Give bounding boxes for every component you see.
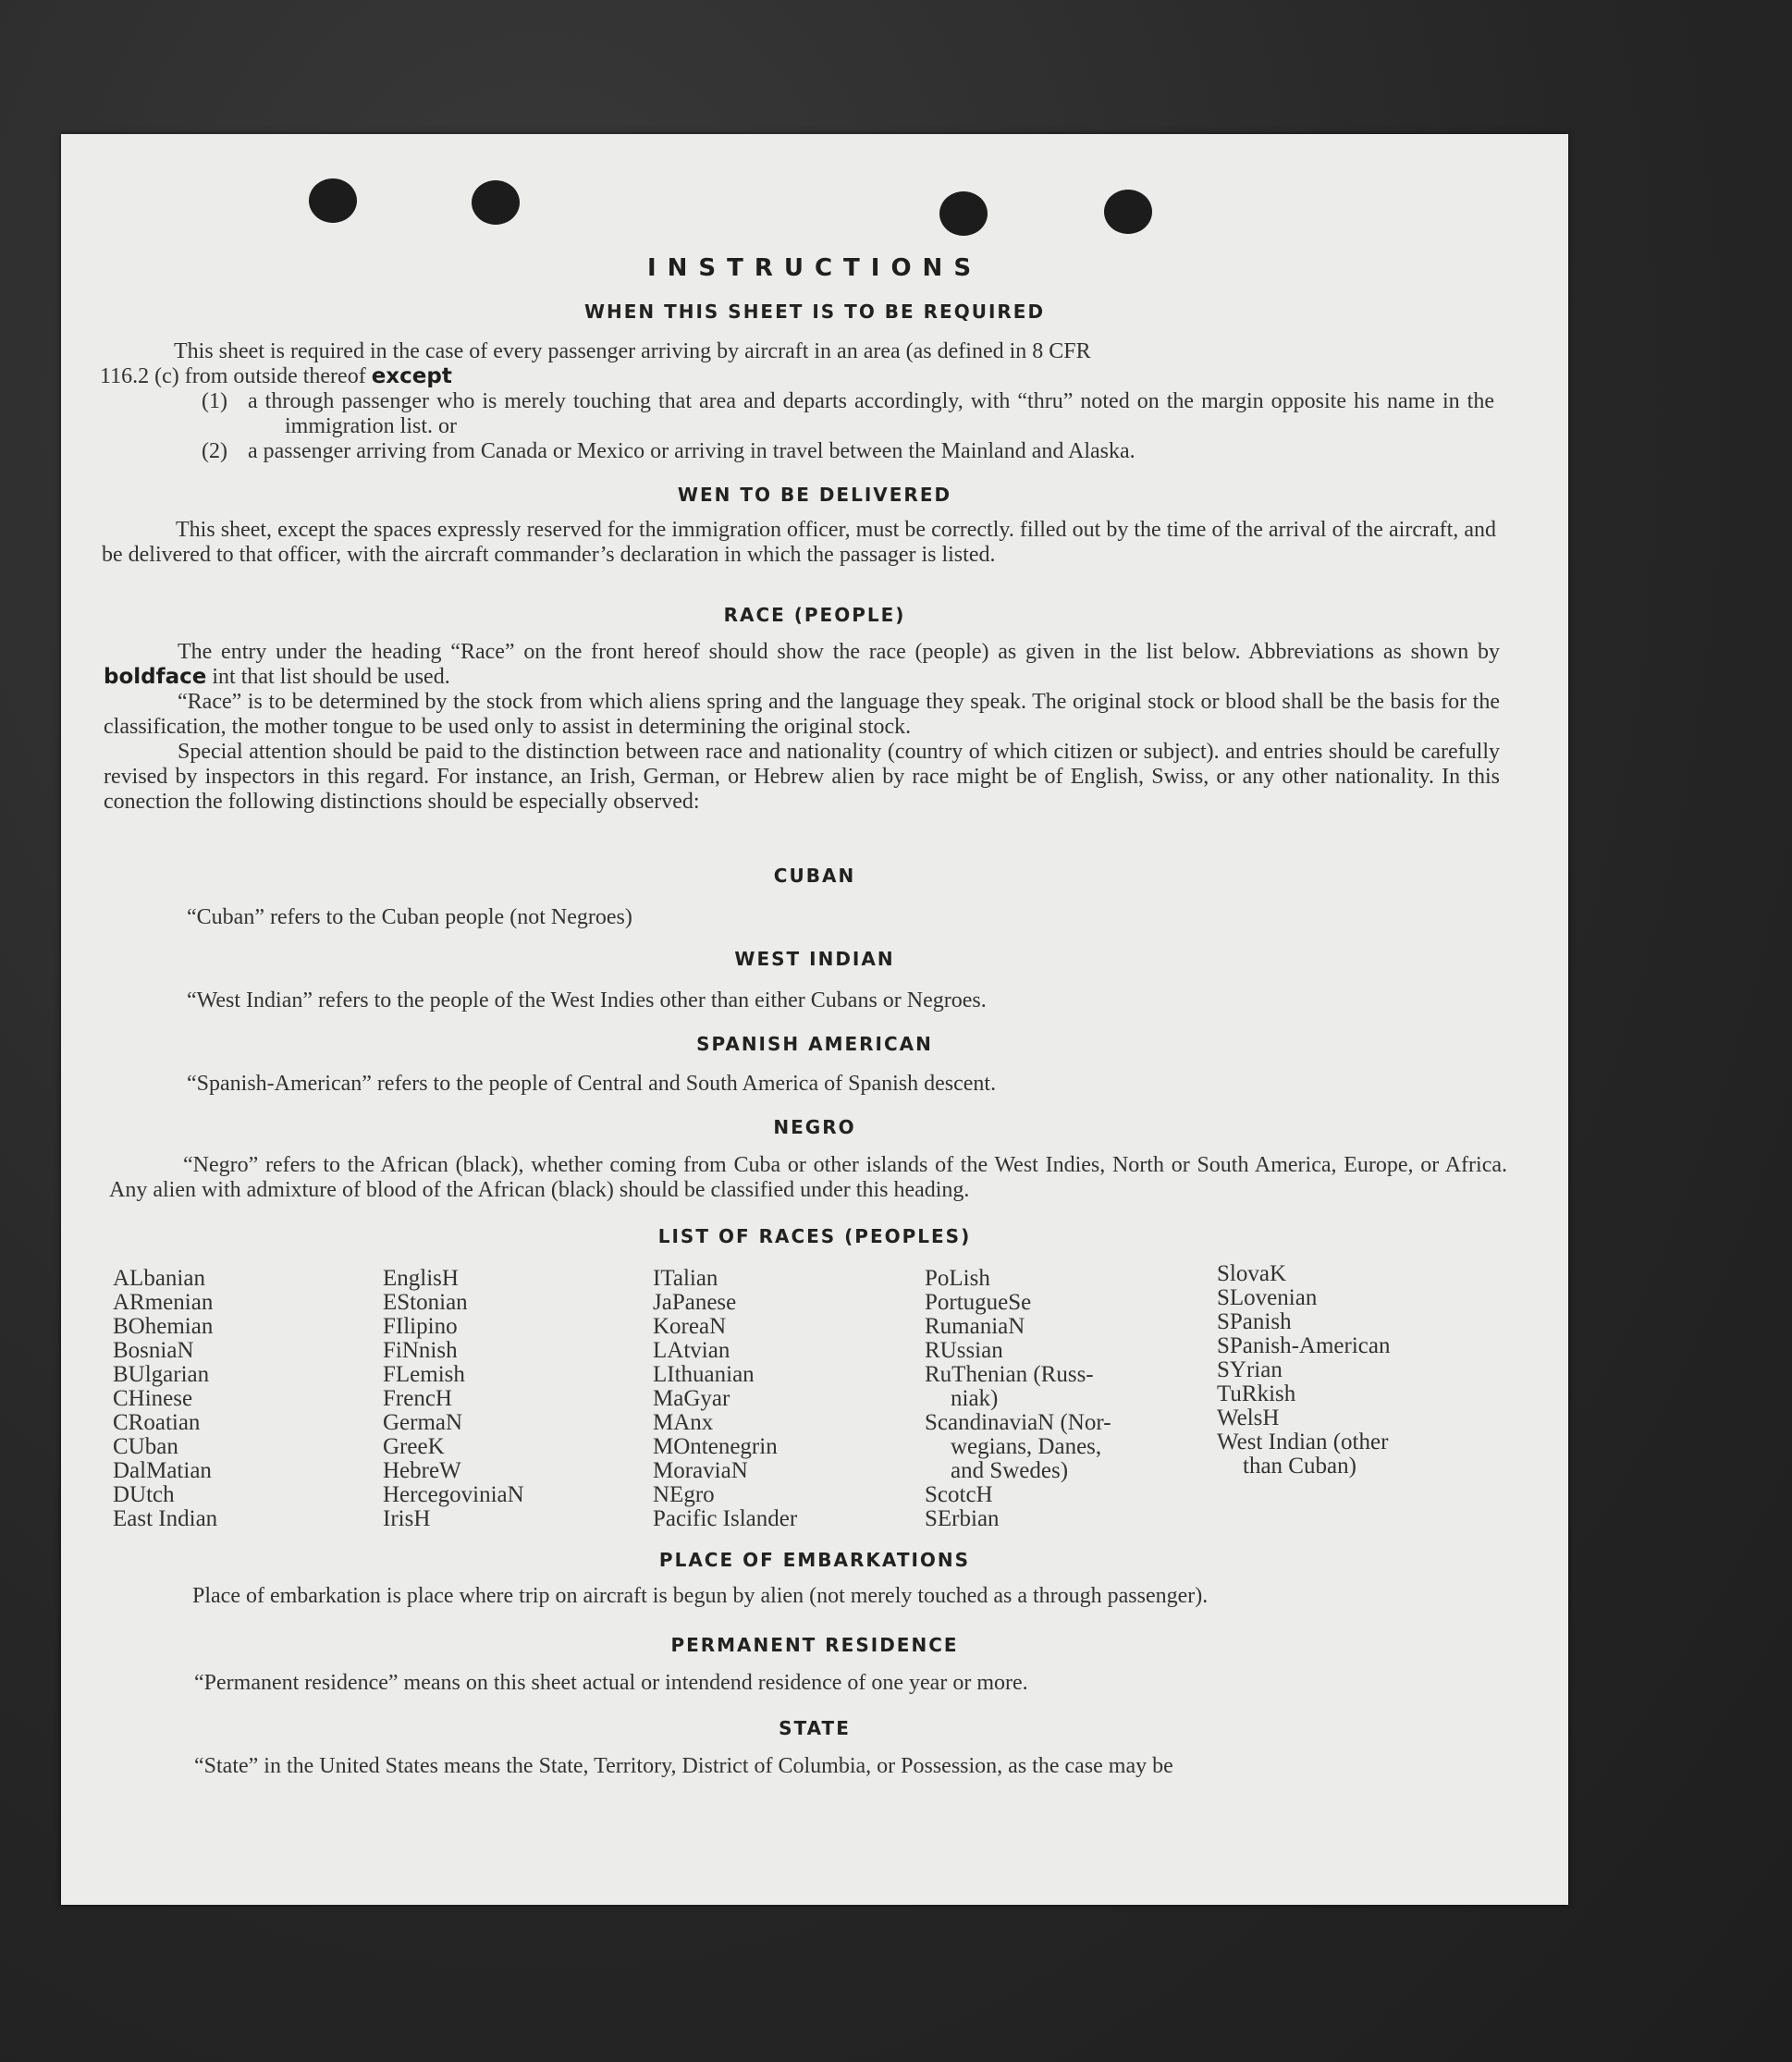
race-name: CRoatian	[113, 1410, 201, 1435]
delivered-text: This sheet, except the spaces expressly reserved for the immigration officer, must be correctly. filled out by the time of the arrival of the aircraft, and be delivered to that officer, with the aircraft commander’s declaration in which the passager is listed.	[102, 518, 1496, 567]
race-name: GermaN	[383, 1410, 463, 1435]
race-boldface: boldface	[104, 665, 207, 689]
race-name-continued: niak)	[951, 1386, 999, 1411]
race-name: ALbanian	[113, 1266, 205, 1291]
race-name: ScotcH	[925, 1482, 993, 1507]
required-item2-number: (2)	[202, 439, 227, 463]
race-name: ARmenian	[113, 1290, 214, 1315]
race-name: MAnx	[653, 1410, 714, 1435]
race-name: Pacific Islander	[653, 1506, 798, 1531]
heading-negro: NEGRO	[773, 1116, 856, 1138]
heading-list-of-races: LIST OF RACES (PEOPLES)	[657, 1225, 972, 1247]
required-item1-text: a through passenger who is merely touching that area and departs accordingly, with “thru” noted on the margin opposite his name in the immigration list. or	[248, 389, 1494, 438]
race-name: East Indian	[113, 1506, 218, 1531]
race-name: FLemish	[383, 1362, 465, 1387]
race-name: JaPanese	[653, 1290, 737, 1315]
race-name: DalMatian	[113, 1458, 212, 1483]
race-name: TuRkish	[1217, 1381, 1296, 1406]
race-name: LAtvian	[653, 1338, 730, 1363]
para-race	[104, 640, 1500, 815]
negro-text: “Negro” refers to the African (black), whether coming from Cuba or other islands of the West Indies, North or South America, Europe, or Africa. Any alien with admixture of blood of the African (black) should be classified under this heading.	[109, 1153, 1507, 1202]
race-p2: “Race” is to be determined by the stock from which aliens spring and the language they speak. The original stock or blood shall be the basis for the classification, the mother tongue to be used only to assist in determining the original stock.	[104, 690, 1500, 739]
race-name: RuThenian (Russ-	[925, 1362, 1094, 1387]
race-name: NEgro	[653, 1482, 715, 1507]
embarkation-text: Place of embarkation is place where trip on aircraft is begun by alien (not merely touched as a through passenger).	[192, 1584, 1209, 1608]
race-name-continued: wegians, Danes,	[951, 1434, 1102, 1459]
race-name: SlovaK	[1217, 1261, 1286, 1286]
heading-state: STATE	[779, 1717, 851, 1739]
race-name: HercegoviniaN	[383, 1482, 524, 1507]
heading-race: RACE (PEOPLE)	[723, 604, 906, 626]
state-text: “State” in the United States means the State, Territory, District of Columbia, or Possession, as the case may be	[194, 1754, 1173, 1778]
heading-cuban: CUBAN	[773, 865, 856, 887]
required-item2-text: a passenger arriving from Canada or Mexico or arriving in travel between the Mainland and Alaska.	[248, 439, 1135, 463]
instruction-sheet	[61, 134, 1568, 1905]
race-name: SPanish-American	[1217, 1333, 1391, 1358]
race-name: ScandinaviaN (Nor-	[925, 1410, 1111, 1435]
race-name: PoLish	[925, 1266, 990, 1291]
race-p3: Special attention should be paid to the distinction between race and nationality (country of which citizen or subject). and entries should be carefully revised by inspectors in this regard. For instance, an Irish, German, or Hebrew alien by race might be of English, Swiss, or any other nationality. In this conection the following distinctions should be especially observed:	[104, 740, 1500, 814]
required-line2-start: 116.2 (c) from outside thereof	[100, 364, 366, 388]
race-name-continued: than Cuban)	[1243, 1454, 1356, 1479]
race-name: SLovenian	[1217, 1285, 1318, 1310]
required-line2	[100, 364, 1494, 389]
west-indian-text: “West Indian” refers to the people of the West Indies other than either Cubans or Negroes.	[187, 988, 987, 1013]
race-name: EnglisH	[383, 1266, 459, 1291]
race-name: HebreW	[383, 1458, 461, 1483]
required-item1-number: (1)	[202, 389, 227, 413]
race-name: BUlgarian	[113, 1362, 210, 1387]
race-name: ITalian	[653, 1266, 718, 1291]
residence-text: “Permanent residence” means on this sheet actual or intendend residence of one year or more.	[194, 1671, 1028, 1695]
cuban-text: “Cuban” refers to the Cuban people (not Negroes)	[187, 905, 632, 929]
para-embarkation	[118, 1584, 1515, 1609]
race-name: BosniaN	[113, 1338, 194, 1363]
race-name: DUtch	[113, 1482, 175, 1507]
race-name: PortugueSe	[925, 1290, 1032, 1315]
sheet-content	[61, 134, 1568, 1905]
heading-embarkation: PLACE OF EMBARKATIONS	[658, 1549, 971, 1571]
race-name: SErbian	[925, 1506, 1000, 1531]
race-name: KoreaN	[653, 1314, 727, 1339]
para-state	[120, 1754, 1516, 1779]
races-column-4	[925, 1267, 1111, 1531]
race-name: BOhemian	[113, 1314, 214, 1339]
race-name: MoraviaN	[653, 1458, 748, 1483]
required-line1: This sheet is required in the case of every passenger arriving by aircraft in an area (as defined in 8 CFR	[174, 339, 1091, 363]
race-name: RUssian	[925, 1338, 1003, 1363]
heading-west-indian: WEST INDIAN	[734, 948, 895, 970]
race-name: LIthuanian	[653, 1362, 755, 1387]
heading-spanish-american: SPANISH AMERICAN	[696, 1033, 933, 1055]
race-name: FIlipino	[383, 1314, 458, 1339]
race-name: West Indian (other	[1217, 1430, 1389, 1454]
race-name: FrencH	[383, 1386, 452, 1411]
races-column-2	[383, 1267, 524, 1531]
heading-required: WHEN THIS SHEET IS TO BE REQUIRED	[583, 301, 1046, 323]
race-p1-start: The entry under the heading “Race” on the front hereof should show the race (people) as given in the list below. Abbreviations as shown by	[178, 640, 1500, 664]
race-name: MaGyar	[653, 1386, 730, 1411]
race-p1-end: int that list should be used.	[212, 665, 450, 689]
race-name: EStonian	[383, 1290, 468, 1315]
required-except: except	[371, 364, 452, 388]
para-negro	[109, 1153, 1507, 1203]
race-name: SPanish	[1217, 1309, 1292, 1334]
race-name: WelsH	[1217, 1405, 1280, 1430]
heading-delivered: WEN TO BE DELIVERED	[677, 484, 952, 506]
page-title: INSTRUCTIONS	[646, 254, 983, 282]
race-name: RumaniaN	[925, 1314, 1025, 1339]
race-p1	[104, 640, 1500, 690]
race-name: GreeK	[383, 1434, 445, 1459]
para-delivered	[102, 518, 1496, 568]
race-name: CUban	[113, 1434, 178, 1459]
races-column-3	[653, 1267, 797, 1531]
para-required	[100, 339, 1494, 389]
races-column-5	[1217, 1262, 1390, 1479]
race-name: FiNnish	[383, 1338, 458, 1363]
heading-residence: PERMANENT RESIDENCE	[670, 1634, 959, 1656]
races-column-1	[113, 1267, 217, 1531]
spanish-american-text: “Spanish-American” refers to the people of Central and South America of Spanish descent.	[187, 1072, 997, 1096]
race-name-continued: and Swedes)	[951, 1458, 1069, 1483]
race-name: SYrian	[1217, 1357, 1283, 1382]
race-name: IrisH	[383, 1506, 431, 1531]
race-name: CHinese	[113, 1386, 193, 1411]
race-name: MOntenegrin	[653, 1434, 778, 1459]
